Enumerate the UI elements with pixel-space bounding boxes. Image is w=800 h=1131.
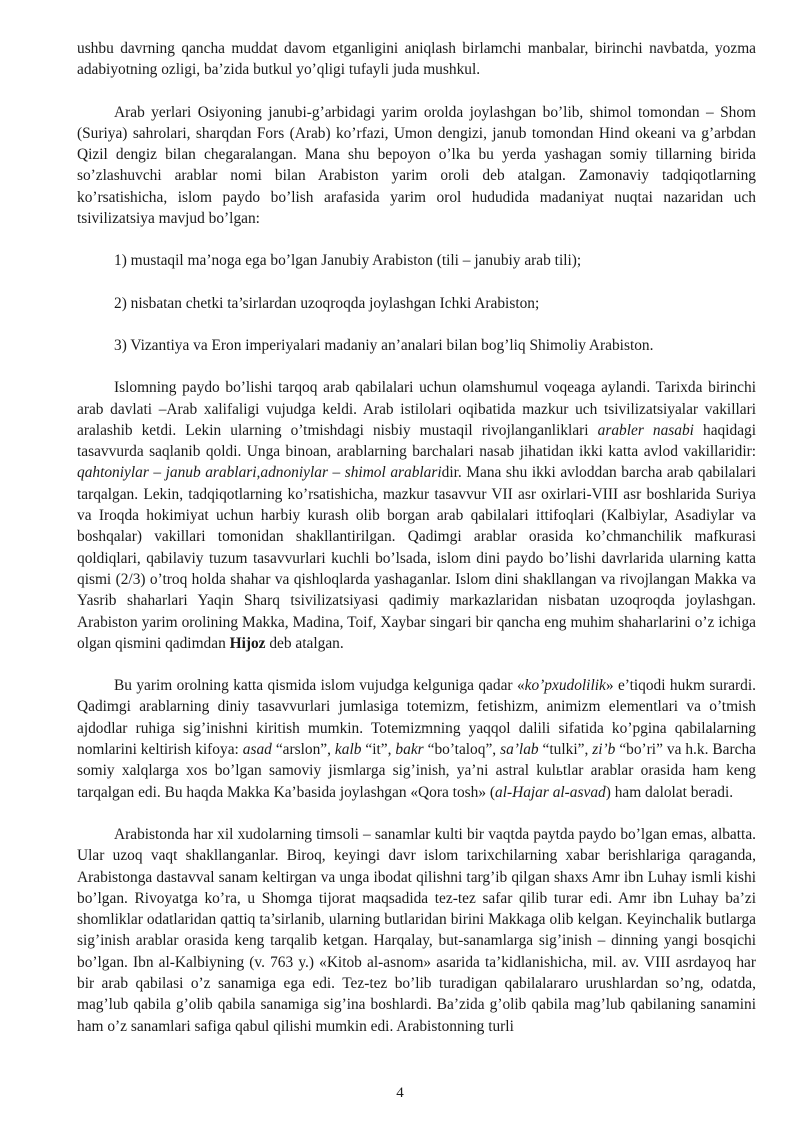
list-item-2: 2) nisbatan chetki ta’sirlardan uzoqroqda joylashgan Ichki Arabiston;	[114, 294, 540, 312]
italic-term: zi’b	[592, 741, 616, 759]
text-run: dir. Mana shu ikki avloddan barcha arab qabilalari tarqalgan. Lekin, tadqiqotlarning ko’rsatishicha, mazkur tasavvur VII asr oxirlari-VIII asr boshlarida Suriya va Iroqda hokimiyat uchun harbiy kurash olib borgan arab qabilalari ittifoqlari (Kalbiylar, Asadiylar va boshqalar) vakillari tomonidan shakllantirilgan. Qadimgi arablar orasida ko’chmanchilik mafkurasi qoldiqlari, qabilaviy tuzum tasavvurlari kuchli bo’lsada, islom dini paydo bo’lishi davrlarida ularning katta qismi (2/3) o’troq holda shahar va qishloqlarda yashaganlar. Islom dini shakllangan va rivojlangan Makka va Yasrib shaharlari Yaqin Sharq tsivilizatsiyasi qadimiy markazlaridan nisbatan uzoqroqda joylashgan. Arabiston yarim orolining Makka, Madina, Toif, Xaybar singari bir qancha eng muhim shaharlarini o’z ichiga olgan qismini qadimdan	[77, 464, 756, 652]
paragraph-arab-lands: Arab yerlari Osiyoning janubi-g’arbidagi yarim orolda joylashgan bo’lib, shimol tomondan – Shom (Suriya) sahrolari, sharqdan Fors (Arab) ko’rfazi, Umon dengizi, janub tomondan Hind okeani va g’arbdan Qizil dengiz bilan chegaralangan. Mana shu bepoyon o’lka bu yerda yashagan somiy tillarning birida so’zlashuvchi arablar nomi bilan Arabiston yarim oroli deb atalgan. Zamonaviy tadqiqotlarning ko’rsatishicha, islom paydo bo’lish arafasida yarim orol hududida madaniyat nuqtai nazaridan uch tsivilizatsiya mavjud bo’lgan:	[77, 103, 756, 228]
text-run: “bo’ri” va h.k. Barcha somiy xalqlarga xos bo’lgan samoviy jismlarga sig’inish, ya’ni astral kulьtlar arablar orasida ham keng tarqalgan edi. Bu haqda Makka Ka’basida joylashgan «Qora tosh» (	[77, 741, 756, 801]
list-item-3: 3) Vizantiya va Eron imperiyalari madaniy an’analari bilan bog’liq Shimoliy Arabiston.	[114, 336, 654, 354]
text-run: Islomning paydo bo’lishi tarqoq arab qabilalari uchun olamshumul voqeaga aylandi. Tarixda birinchi arab davlati –Arab xalifaligi vujudga keldi. Arab istilolari oqibatida mazkur uch tsivilizatsiyalar vakillari aralashib ketdi. Lekin ularning o’tmishdagi nisbiy mustaqil rivojlanganliklari	[77, 379, 756, 439]
italic-term: sa’lab	[500, 741, 539, 759]
page-number: 4	[396, 1085, 404, 1101]
text-run: haqidagi tasavvurda saqlanib qoldi. Unga binoan, arablarning barchalari nasab jihatidan ikki katta avlod vakillaridir:	[77, 421, 756, 461]
italic-term: ko’pxudolilik	[524, 677, 606, 695]
paragraph-continuation: ushbu davrning qancha muddat davom etganligini aniqlash birlamchi manbalar, birinchi navbatda, yozma adabiyotning ozligi, ba’zida butkul yo’qligi tufayli juda mushkul.	[77, 40, 756, 79]
text-run: “it”,	[361, 741, 396, 759]
italic-term: al-Hajar al-asvad	[495, 783, 606, 801]
paragraph-idol-cult: Arabistonda har xil xudolarning timsoli – sanamlar kulti bir vaqtda paytda paydo bo’lgan emas, albatta. Ular uzoq vaqt shakllanganlar. Biroq, keyingi davr islom tarixchilarning xabar berishlariga qaraganda, Arabistonga dastavval sanam keltirgan va unga ibodat qilishni targ’ib qilgan shaxs Amr ibn Luhay ismli kishi bo’lgan. Rivoyatga ko’ra, u Shomga tijorat maqsadida tez-tez safar qilib turar edi. Amr ibn Luhay ba’zi shomliklar odatlaridan qattiq ta’sirlanib, ularning butlaridan birini Makkaga olib kelgan. Keyinchalik butlarga sig’inish arablar orasida keng tarqalib ketgan. Harqalay, but-sanamlarga sig’inish – dinning yangi bosqichi bo’lgan. Ibn al-Kalbiyning (v. 763 y.) «Kitob al-asnom» asarida ta’kidlanishicha, mil. av. VIII asrdayoq har bir arab qabilasi o’z sanamiga ega edi. Tez-tez bo’lib turadigan qabilalararo urushlardan so’ng, odatda, mag’lub qabila g’olib qabila sanamiga sig’ina boshlardi. Ba’zida g’olib qabila mag’lub qabilaning sanamini ham o’z sanamlari safiga qabul qilishi mumkin edi. Arabistonning turli	[77, 825, 756, 1035]
text-run: deb atalgan.	[265, 634, 344, 652]
bold-term: Hijoz	[229, 634, 266, 652]
list-item-1: 1) mustaqil ma’noga ega bo’lgan Janubiy Arabiston (tili – janubiy arab tili);	[114, 252, 582, 270]
italic-term: asad	[242, 741, 272, 759]
text-run: “bo’taloq”,	[423, 741, 501, 759]
text-run: Bu yarim orolning katta qismida islom vujudga kelguniga qadar «	[114, 677, 525, 695]
italic-term: bakr	[395, 741, 424, 759]
text-run: ) ham dalolat beradi.	[605, 783, 734, 801]
text-run: » e’tiqodi hukm surardi. Qadimgi arablarning diniy tasavvurlari jumlasiga totemizm, fetishizm, animizm elementlari va o’tmish ajdodlar ruhiga sig’inishni kiritish mumkin. Totemizmning yaqqol dalili sifatida ko’pgina qabilalarning nomlarini keltirish kifoya:	[77, 677, 756, 759]
text-run: “arslon”,	[271, 741, 335, 759]
document-page	[77, 38, 756, 1037]
italic-term: kalb	[334, 741, 362, 759]
italic-term: qahtoniylar – janub arablari,adnoniylar – shimol arablari	[77, 464, 442, 482]
text-run: “tulki”,	[538, 741, 593, 759]
italic-term: arabler nasabi	[597, 421, 694, 439]
paragraph-polytheism	[77, 675, 756, 803]
paragraph-islam-emergence	[77, 377, 756, 654]
